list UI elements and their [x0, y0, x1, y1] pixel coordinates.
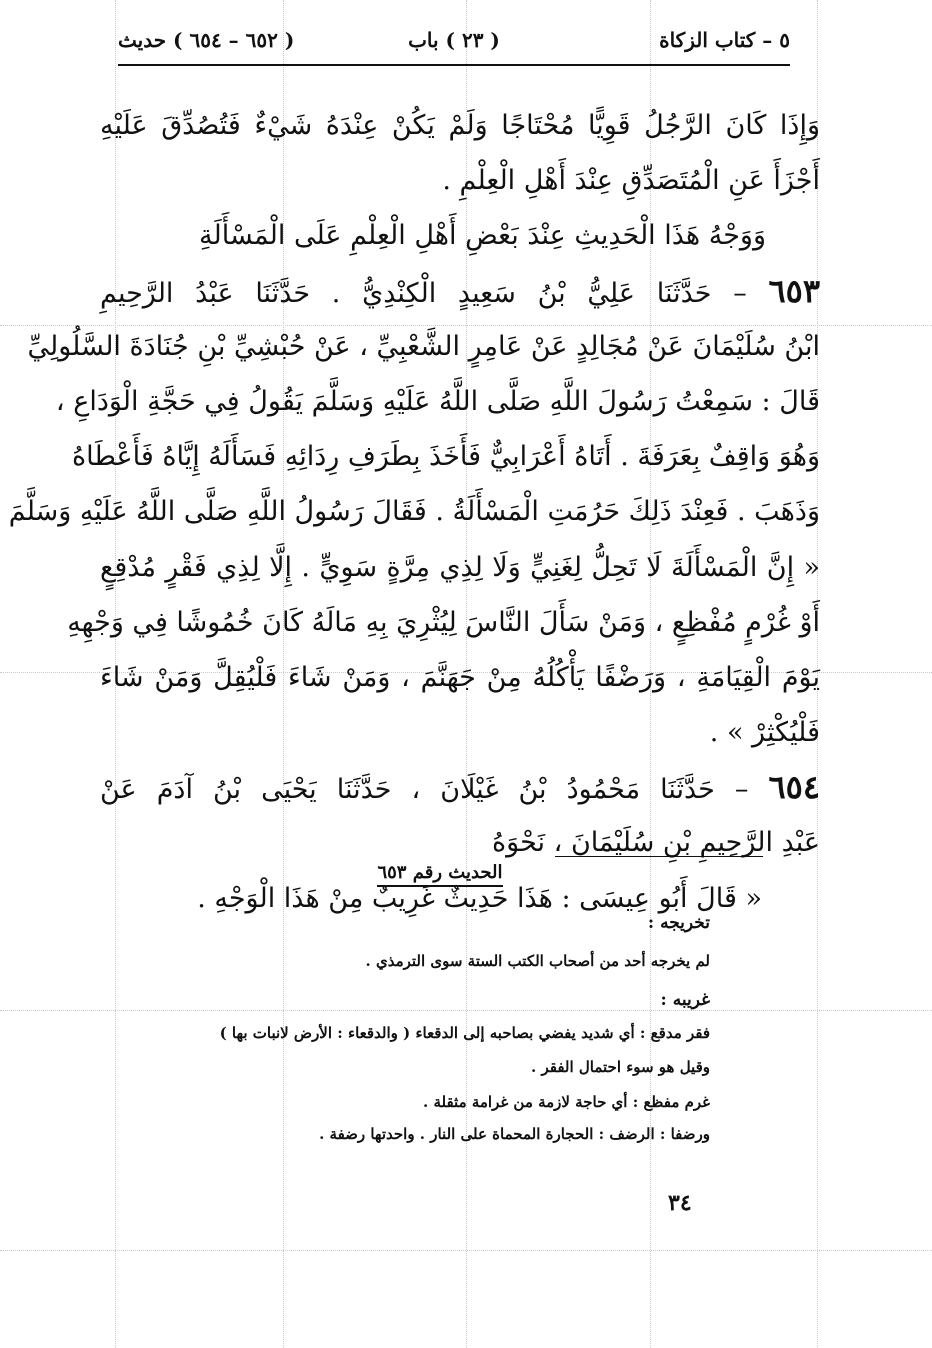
hadith-text [8, 98, 820, 926]
header-book-title: ٥ – كتاب الزكاة [659, 28, 790, 52]
abu-isa-comment: « قَالَ أَبُو عِيسَى : هَذَا حَدِيثٌ غَرِيبٌ مِنْ هَذَا الْوَجْهِ . [197, 882, 762, 914]
notes-section-title: الحديث رقم ٦٥٣ [340, 862, 540, 883]
text-line: وَهُوَ وَاقِفٌ بِعَرَفَةَ . أَتَاهُ أَعْرَابِيٌّ فَأَخَذَ بِطَرَفِ رِدَائِهِ فَسَأَلَهُ إِيَّاهُ فَأَعْطَاهُ [71, 441, 820, 473]
text-line: أَوْ غُرْمٍ مُفْظِعٍ ، وَمَنْ سَأَلَ النَّاسَ لِيُثْرِيَ بِهِ مَالَهُ كَانَ خُمُوشًا فِي وَجْهِهِ [67, 606, 820, 638]
footnotes [150, 906, 710, 1150]
text-line: – حَدَّثَنَا عَلِيُّ بْنُ سَعِيدٍ الْكِنْدِيُّ . حَدَّثَنَا عَبْدُ الرَّحِيمِ [100, 277, 747, 309]
gharib-label: غريبه : [660, 990, 710, 1010]
text-line: ابْنُ سُلَيْمَانَ عَنْ مُجَالِدٍ عَنْ عَامِرٍ الشَّعْبِيِّ ، عَنْ حُبْشِيِّ بْنِ جُنَادَةَ السَّلُولِيِّ [27, 330, 820, 362]
text-line: – حَدَّثَنَا مَحْمُودُ بْنُ غَيْلَانَ ، حَدَّثَنَا يَحْيَى بْنُ آدَمَ عَنْ [100, 774, 749, 806]
hadith-653-line [100, 264, 820, 319]
header-chapter: ( ٢٣ ) باب [408, 28, 500, 52]
gharib-note: غرم مفظع : أي حاجة لازمة من غرامة مثقلة . [423, 1093, 710, 1111]
text-line: وَذَهَبَ . فَعِنْدَ ذَلِكَ حَرُمَتِ الْمَسْأَلَةُ . فَقَالَ رَسُولُ اللَّهِ صَلَّى اللَّهُ عَلَيْهِ وَسَلَّمَ [8, 496, 820, 528]
header-hadith-range: ( ٦٥٢ – ٦٥٤ ) حديث [118, 28, 295, 52]
text-line: أَجْزَأَ عَنِ الْمُتَصَدِّقِ عِنْدَ أَهْلِ الْعِلْمِ . [442, 165, 820, 197]
page-number: ٣٤ [668, 1190, 692, 1216]
page-header [118, 24, 790, 64]
gharib-note: وقيل هو سوء احتمال الفقر . [531, 1058, 710, 1076]
takhrij-label: تخريجه : [647, 913, 710, 933]
separator-rule [555, 856, 763, 857]
text-line: قَالَ : سَمِعْتُ رَسُولَ اللَّهِ صَلَّى اللَّهُ عَلَيْهِ وَسَلَّمَ يَقُولُ فِي حَجَّةِ الْوَدَاعِ ، [55, 385, 820, 417]
text-line: عَبْدِ الرَّحِيمِ بْنِ سُلَيْمَانَ ، نَحْوَهُ [492, 827, 820, 859]
hadith-654-line [100, 760, 820, 815]
text-line: وَوَجْهُ هَذَا الْحَدِيثِ عِنْدَ بَعْضِ أَهْلِ الْعِلْمِ عَلَى الْمَسْأَلَةِ [199, 220, 766, 252]
text-line: وَإِذَا كَانَ الرَّجُلُ قَوِيًّا مُحْتَاجًا وَلَمْ يَكُنْ عِنْدَهُ شَيْءٌ فَتُصُدِّقَ عَلَيْهِ [100, 110, 820, 141]
text-line: فَلْيُكْثِرْ » . [709, 717, 820, 749]
text-line: يَوْمَ الْقِيَامَةِ ، وَرَضْفًا يَأْكُلُهُ مِنْ جَهَنَّمَ ، وَمَنْ شَاءَ فَلْيُقِلَّ وَمَنْ شَاءَ [100, 661, 820, 693]
gharib-note: ورضفا : الرضف : الحجارة المحماة على النار . واحدتها رضفة . [319, 1125, 710, 1143]
hadith-number: ٦٥٣ [768, 271, 820, 310]
hadith-number: ٦٥٤ [768, 768, 820, 807]
gharib-note: فقر مدقع : أي شديد يفضي بصاحبه إلى الدقعاء ( والدقعاء : الأرض لانبات بها ) [219, 1024, 710, 1042]
takhrij-text: لم يخرجه أحد من أصحاب الكتب الستة سوى الترمذي . [365, 952, 710, 970]
header-rule [118, 64, 790, 66]
text-line: « إِنَّ الْمَسْأَلَةَ لَا تَحِلُّ لِغَنِيٍّ وَلَا لِذِي مِرَّةٍ سَوِيٍّ . إِلَّا لِذِي فَقْرٍ مُدْقِعٍ [100, 551, 820, 583]
